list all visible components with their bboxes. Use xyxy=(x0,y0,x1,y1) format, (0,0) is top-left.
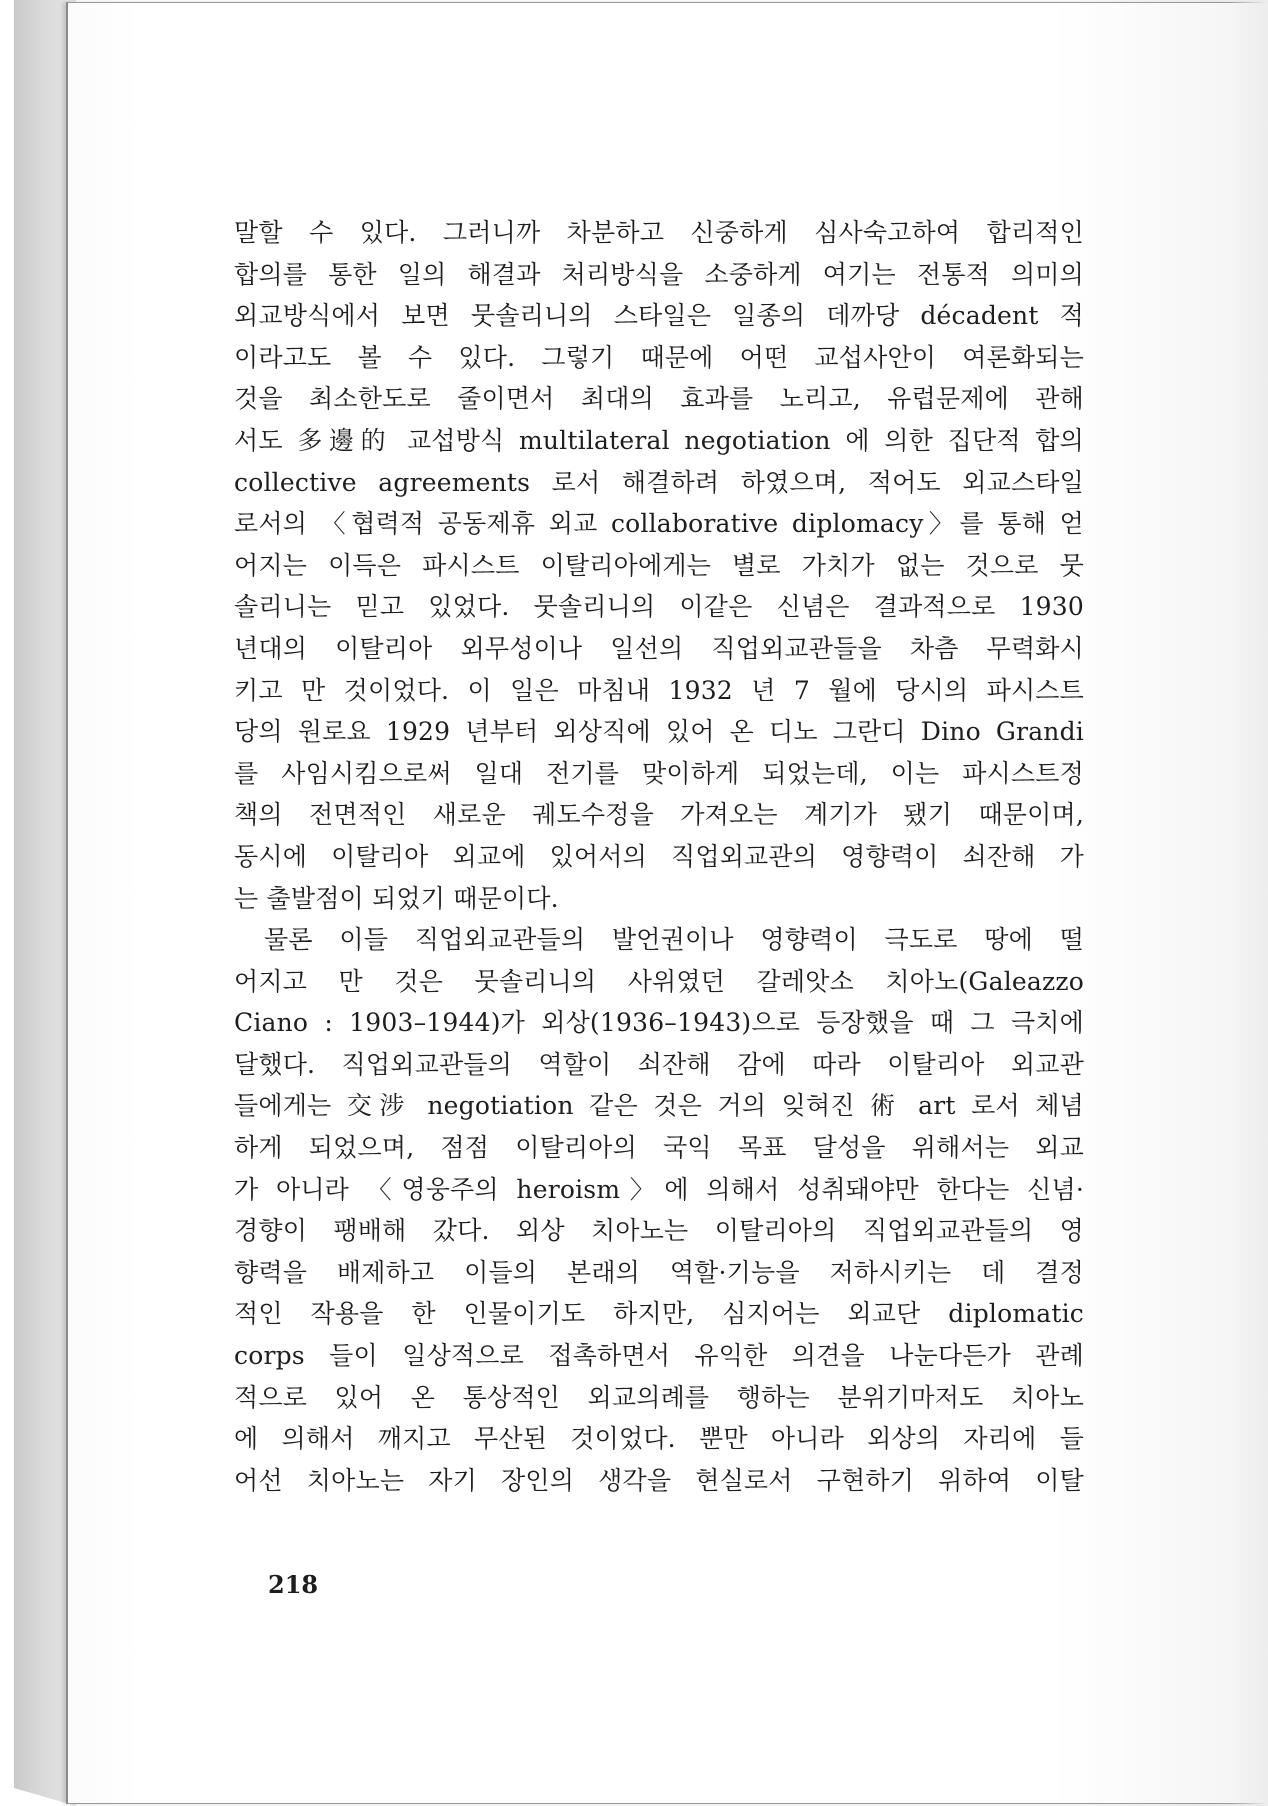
page-edge-shadow xyxy=(1228,0,1268,1806)
text-line: corps 들이 일상적으로 접촉하면서 유익한 의견을 나눈다든가 관례 xyxy=(234,1341,1084,1371)
text-line: 서도 多邊的 교섭방식 multilateral negotiation 에 의한 집단적 합의 xyxy=(234,425,1084,455)
text-line: collective agreements 로서 해결하려 하였으며, 적어도 외교스타일 xyxy=(234,467,1084,497)
text-line: 키고 만 것이었다. 이 일은 마침내 1932 년 7 월에 당시의 파시스트 xyxy=(234,675,1084,705)
text-line: 년대의 이탈리아 외무성이나 일선의 직업외교관들을 차츰 무력화시 xyxy=(234,633,1084,663)
text-line: 외교방식에서 보면 뭇솔리니의 스타일은 일종의 데까당 décadent 적 xyxy=(234,301,1084,331)
text-line: 적으로 있어 온 통상적인 외교의례를 행하는 분위기마저도 치아노 xyxy=(234,1382,1084,1412)
text-line: 책의 전면적인 새로운 궤도수정을 가져오는 계기가 됐기 때문이며, xyxy=(234,800,1084,830)
text-line: 경향이 팽배해 갔다. 외상 치아노는 이탈리아의 직업외교관들의 영 xyxy=(234,1216,1084,1246)
text-line: 어지고 만 것은 뭇솔리니의 사위였던 갈레앗소 치아노(Galeazzo xyxy=(234,966,1084,996)
text-line: 합의를 통한 일의 해결과 처리방식을 소중하게 여기는 전통적 의미의 xyxy=(234,259,1084,289)
text-line: 어선 치아노는 자기 장인의 생각을 현실로서 구현하기 위하여 이탈 xyxy=(234,1465,1084,1495)
text-line: 당의 원로요 1929 년부터 외상직에 있어 온 디노 그란디 Dino Grandi xyxy=(234,717,1084,747)
paragraph xyxy=(234,212,1084,919)
text-line: 물론 이들 직업외교관들의 발언권이나 영향력이 극도로 땅에 떨 xyxy=(264,925,1084,955)
text-line: 이라고도 볼 수 있다. 그렇기 때문에 어떤 교섭사안이 여론화되는 xyxy=(234,342,1084,372)
text-line: Ciano : 1903–1944)가 외상(1936–1943)으로 등장했을 때 그 극치에 xyxy=(234,1008,1084,1038)
text-line: 로서의 〈협력적 공동제휴 외교 collaborative diplomacy〉를 통해 얻 xyxy=(234,509,1084,539)
text-line: 적인 작용을 한 인물이기도 하지만, 심지어는 외교단 diplomatic xyxy=(234,1299,1084,1329)
text-line: 에 의해서 깨지고 무산된 것이었다. 뿐만 아니라 외상의 자리에 들 xyxy=(234,1424,1084,1454)
text-line: 달했다. 직업외교관들의 역할이 쇠잔해 감에 따라 이탈리아 외교관 xyxy=(234,1049,1084,1079)
text-line: 를 사임시킴으로써 일대 전기를 맞이하게 되었는데, 이는 파시스트정 xyxy=(234,758,1084,788)
text-line: 동시에 이탈리아 외교에 있어서의 직업외교관의 영향력이 쇠잔해 가 xyxy=(234,841,1084,871)
page-number: 218 xyxy=(268,1570,319,1599)
text-line: 가 아니라 〈영웅주의 heroism〉에 의해서 성취돼야만 한다는 신념· xyxy=(234,1174,1084,1204)
text-line: 것을 최소한도로 줄이면서 최대의 효과를 노리고, 유럽문제에 관해 xyxy=(234,384,1084,414)
text-line: 어지는 이득은 파시스트 이탈리아에게는 별로 가치가 없는 것으로 뭇 xyxy=(234,550,1084,580)
text-line: 향력을 배제하고 이들의 본래의 역할·기능을 저하시키는 데 결정 xyxy=(234,1257,1084,1287)
text-line: 말할 수 있다. 그러니까 차분하고 신중하게 심사숙고하여 합리적인 xyxy=(234,218,1084,247)
text-line: 솔리니는 믿고 있었다. 뭇솔리니의 이같은 신념은 결과적으로 1930 xyxy=(234,592,1084,622)
text-line: 는 출발점이 되었기 때문이다. xyxy=(234,883,559,913)
paragraph xyxy=(234,919,1084,1501)
body-text xyxy=(234,212,1084,1501)
text-line: 들에게는 交涉 negotiation 같은 것은 거의 잊혀진 術 art 로서 체념 xyxy=(234,1091,1084,1121)
text-line: 하게 되었으며, 점점 이탈리아의 국익 목표 달성을 위해서는 외교 xyxy=(234,1133,1084,1163)
